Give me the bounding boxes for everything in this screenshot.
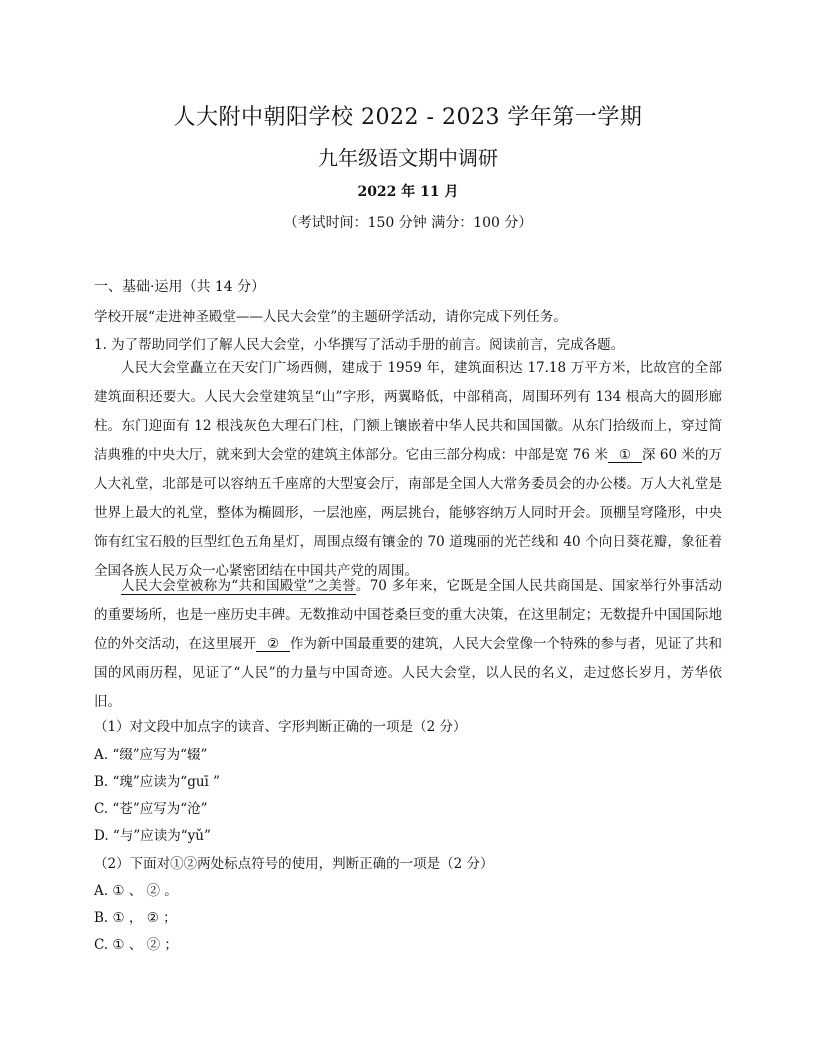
option-a: A. “缀”应写为“辍” (94, 747, 208, 763)
blank-1: ① (608, 448, 642, 463)
passage-paragraph-1 (94, 354, 722, 586)
exam-info: （考试时间：150 分钟 满分：100 分） (283, 215, 533, 231)
exam-date: 2022 年 11 月 (357, 184, 459, 200)
passage-paragraph-2 (94, 572, 722, 717)
option-d: D. “与”应读为“yǔ” (94, 828, 211, 844)
option-b: B. ① ， ② ； (94, 910, 177, 926)
exam-title: 人大附中朝阳学校 2022 - 2023 学年第一学期 (173, 105, 643, 130)
option-a: A. ① 、 ② 。 (94, 883, 178, 899)
option-c: C. ① 、 ② ； (94, 937, 178, 953)
section-intro: 学校开展“走进神圣殿堂——人民大会堂”的主题研学活动，请你完成下列任务。 (94, 309, 567, 325)
question-1-stem: 1. 为了帮助同学们了解人民大会堂，小华撰写了活动手册的前言。阅读前言，完成各题。 (94, 337, 625, 353)
question-1-1: （1）对文段中加点字的读音、字形判断正确的一项是（2 分） (94, 719, 467, 735)
passage-text: 作为新中国最重要的建筑，人民大会堂像一个特殊的参与者，见证了共和国的风雨历程，见证了“人民”的力量与中国奇迹。人民大会堂，以人民的名义，走过悠长岁月，芳华依旧。 (94, 636, 722, 710)
blank-2: ② (256, 637, 290, 652)
passage-text: 。70 多年来，它既是全国人民共商国是、国家举行外事活动的重要场所，也是一座历史丰碑。无数推动中国苍桑巨变的重大决策，在这里制定；无数提升中国国际地位的外交活动，在这里展开 (94, 578, 722, 652)
section-heading: 一、基础·运用（共 14 分） (94, 279, 266, 295)
option-b: B. “瑰”应读为“guī ” (94, 774, 221, 790)
exam-subtitle: 九年级语文期中调研 (318, 146, 498, 170)
passage-text: 人民大会堂矗立在天安门广场西侧，建成于 1959 年，建筑面积达 17.18 万平方米，比故宫的全部建筑面积还要大。人民大会堂建筑呈“山”字形，两翼略低，中部稍高，周围环列有 134 根高大的圆形廊柱。东门迎面有 12 根浅灰色大理石门柱，门额上镶嵌着中华人民共和国国徽。从东门拾级而上，穿过简洁典雅的中央大厅，就来到大会堂的建筑主体部分。它由三部分构成：中部是宽 76 米 (94, 360, 722, 463)
underlined-sentence: 人民大会堂被称为“共和国殿堂”之美誉 (121, 578, 356, 594)
passage-text: 深 60 米的万人大礼堂，北部是可以容纳五千座席的大型宴会厅，南部是全国人大常务委员会的办公楼。万人大礼堂是世界上最大的礼堂，整体为椭圆形，一层池座，两层挑台，能够容纳万人同时开会。顶棚呈穹隆形，中央饰有红宝石般的巨型红色五角星灯，周围点缀有镶金的 70 道瑰丽的光芒线和 40 个向日葵花瓣，象征着全国各族人民万众一心紧密团结在中国共产党的周围。 (94, 447, 723, 579)
question-1-2: （2）下面对①②两处标点符号的使用，判断正确的一项是（2 分） (94, 856, 494, 872)
option-c: C. “苍”应写为“沧” (94, 801, 208, 817)
